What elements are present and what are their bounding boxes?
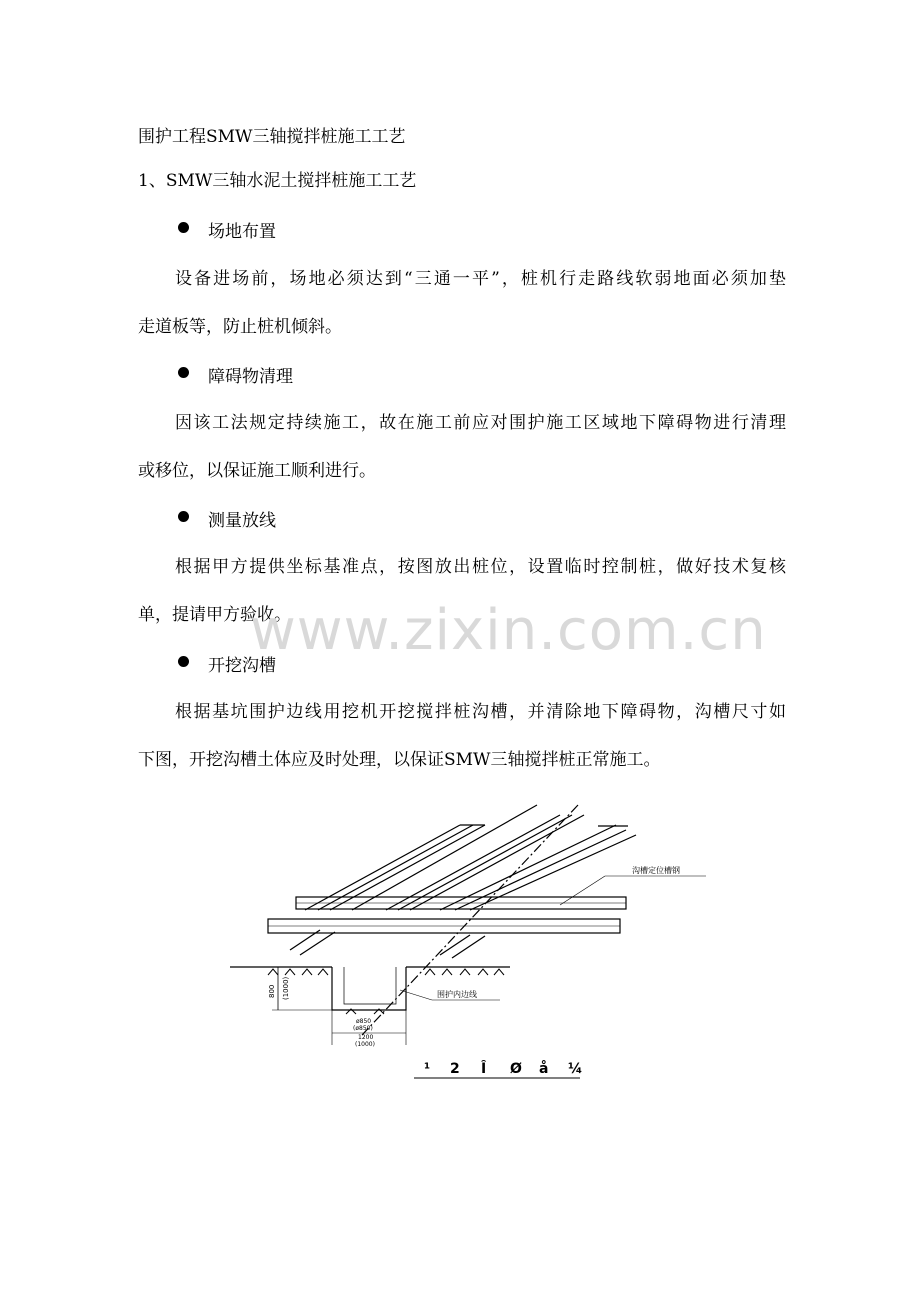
caption-char: å — [539, 1061, 549, 1077]
section-heading-survey: 测量放线 — [208, 511, 276, 531]
bullet-icon — [178, 656, 189, 667]
paragraph-line: 因该工法规定持续施工，故在施工前应对围护施工区域地下障碍物进行清理 — [175, 413, 786, 433]
section-subtitle: 1、SMW三轴水泥土搅拌桩施工工艺 — [138, 171, 417, 191]
caption-char: ¹ — [424, 1061, 431, 1077]
section-heading-trench: 开挖沟槽 — [208, 656, 276, 676]
trench-diagram — [0, 790, 920, 1090]
label-channel-steel: 沟槽定位槽钢 — [632, 866, 680, 875]
paragraph-line: 根据基坑围护边线用挖机开挖搅拌桩沟槽，并清除地下障碍物，沟槽尺寸如 — [175, 702, 786, 722]
paragraph-line: 或移位，以保证施工顺利进行。 — [138, 461, 376, 481]
paragraph-line: 单，提请甲方验收。 — [138, 605, 291, 625]
caption-char: Ȋ — [481, 1061, 487, 1077]
caption-char: 2 — [450, 1061, 460, 1077]
dim-width-3: 1200 — [358, 1034, 374, 1041]
paragraph-line: 走道板等，防止桩机倾斜。 — [138, 317, 342, 337]
caption-char: Ø — [510, 1061, 522, 1077]
bullet-icon — [178, 222, 189, 233]
paragraph-line: 设备进场前，场地必须达到“三通一平”，桩机行走路线软弱地面必须加垫 — [175, 269, 786, 289]
dim-width-4: (1000) — [355, 1041, 375, 1048]
watermark: www.zixin.com.cn — [250, 598, 767, 663]
paragraph-line: 根据甲方提供坐标基准点，按图放出桩位，设置临时控制桩，做好技术复核 — [175, 557, 786, 577]
section-heading-obstacle-clearing: 障碍物清理 — [208, 367, 293, 387]
dim-width-1: ø850 — [356, 1018, 372, 1025]
bullet-icon — [178, 511, 189, 522]
dim-depth-2: (1000) — [282, 976, 290, 1000]
section-heading-site-layout: 场地布置 — [208, 222, 276, 242]
paragraph-line: 下图，开挖沟槽土体应及时处理，以保证SMW三轴搅拌桩正常施工。 — [138, 750, 661, 770]
label-inner-line: 围护内边线 — [437, 990, 477, 999]
dim-width-2: (ø850) — [353, 1025, 373, 1032]
bullet-icon — [178, 367, 189, 378]
caption-char: ¼ — [568, 1061, 583, 1077]
document-title: 围护工程SMW三轴搅拌桩施工工艺 — [138, 127, 406, 147]
dim-depth-1: 800 — [268, 984, 276, 998]
